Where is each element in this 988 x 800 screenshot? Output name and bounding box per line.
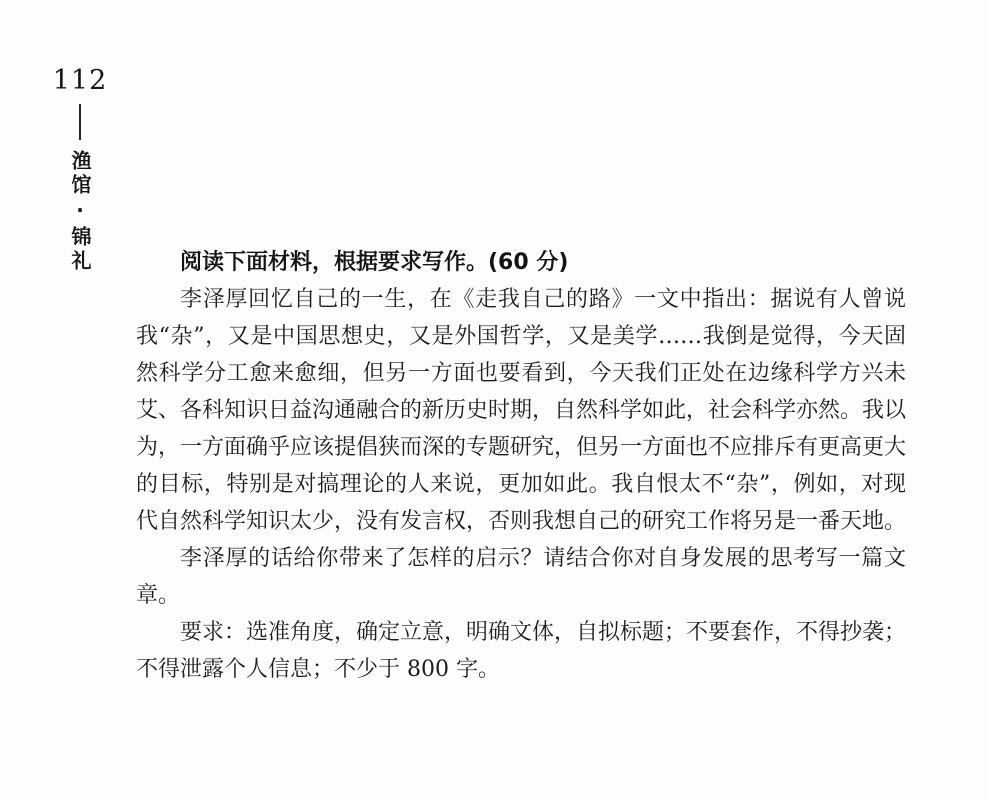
essay-prompt-block	[136, 244, 906, 688]
page-number: 112	[52, 65, 108, 96]
prompt-heading: 阅读下面材料，根据要求写作。(60 分)	[180, 250, 569, 275]
left-margin-block	[52, 65, 108, 274]
book-title-vertical: 渔馆·锦礼	[68, 150, 92, 274]
material-paragraph: 李泽厚回忆自己的一生，在《走我自己的路》一文中指出：据说有人曾说我“杂”，又是中国思想史，又是外国哲学，又是美学……我倒是觉得，今天固然科学分工愈来愈细，但另一方面也要看到，今天我们正处在边缘科学方兴未艾、各科知识日益沟通融合的新历史时期，自然科学如此，社会科学亦然。我以为，一方面确乎应该提倡狭而深的专题研究，但另一方面也不应排斥有更高更大的目标，特别是对搞理论的人来说，更加如此。我自恨太不“杂”，例如，对现代自然科学知识太少，没有发言权，否则我想自己的研究工作将另是一番天地。	[136, 287, 907, 534]
requirements-paragraph: 要求：选准角度，确定立意，明确文体，自拟标题；不要套作，不得抄袭；不得泄露个人信息；不少于 800 字。	[136, 620, 907, 682]
divider-rule	[79, 104, 81, 140]
task-paragraph: 李泽厚的话给你带来了怎样的启示？请结合你对自身发展的思考写一篇文章。	[136, 546, 906, 608]
